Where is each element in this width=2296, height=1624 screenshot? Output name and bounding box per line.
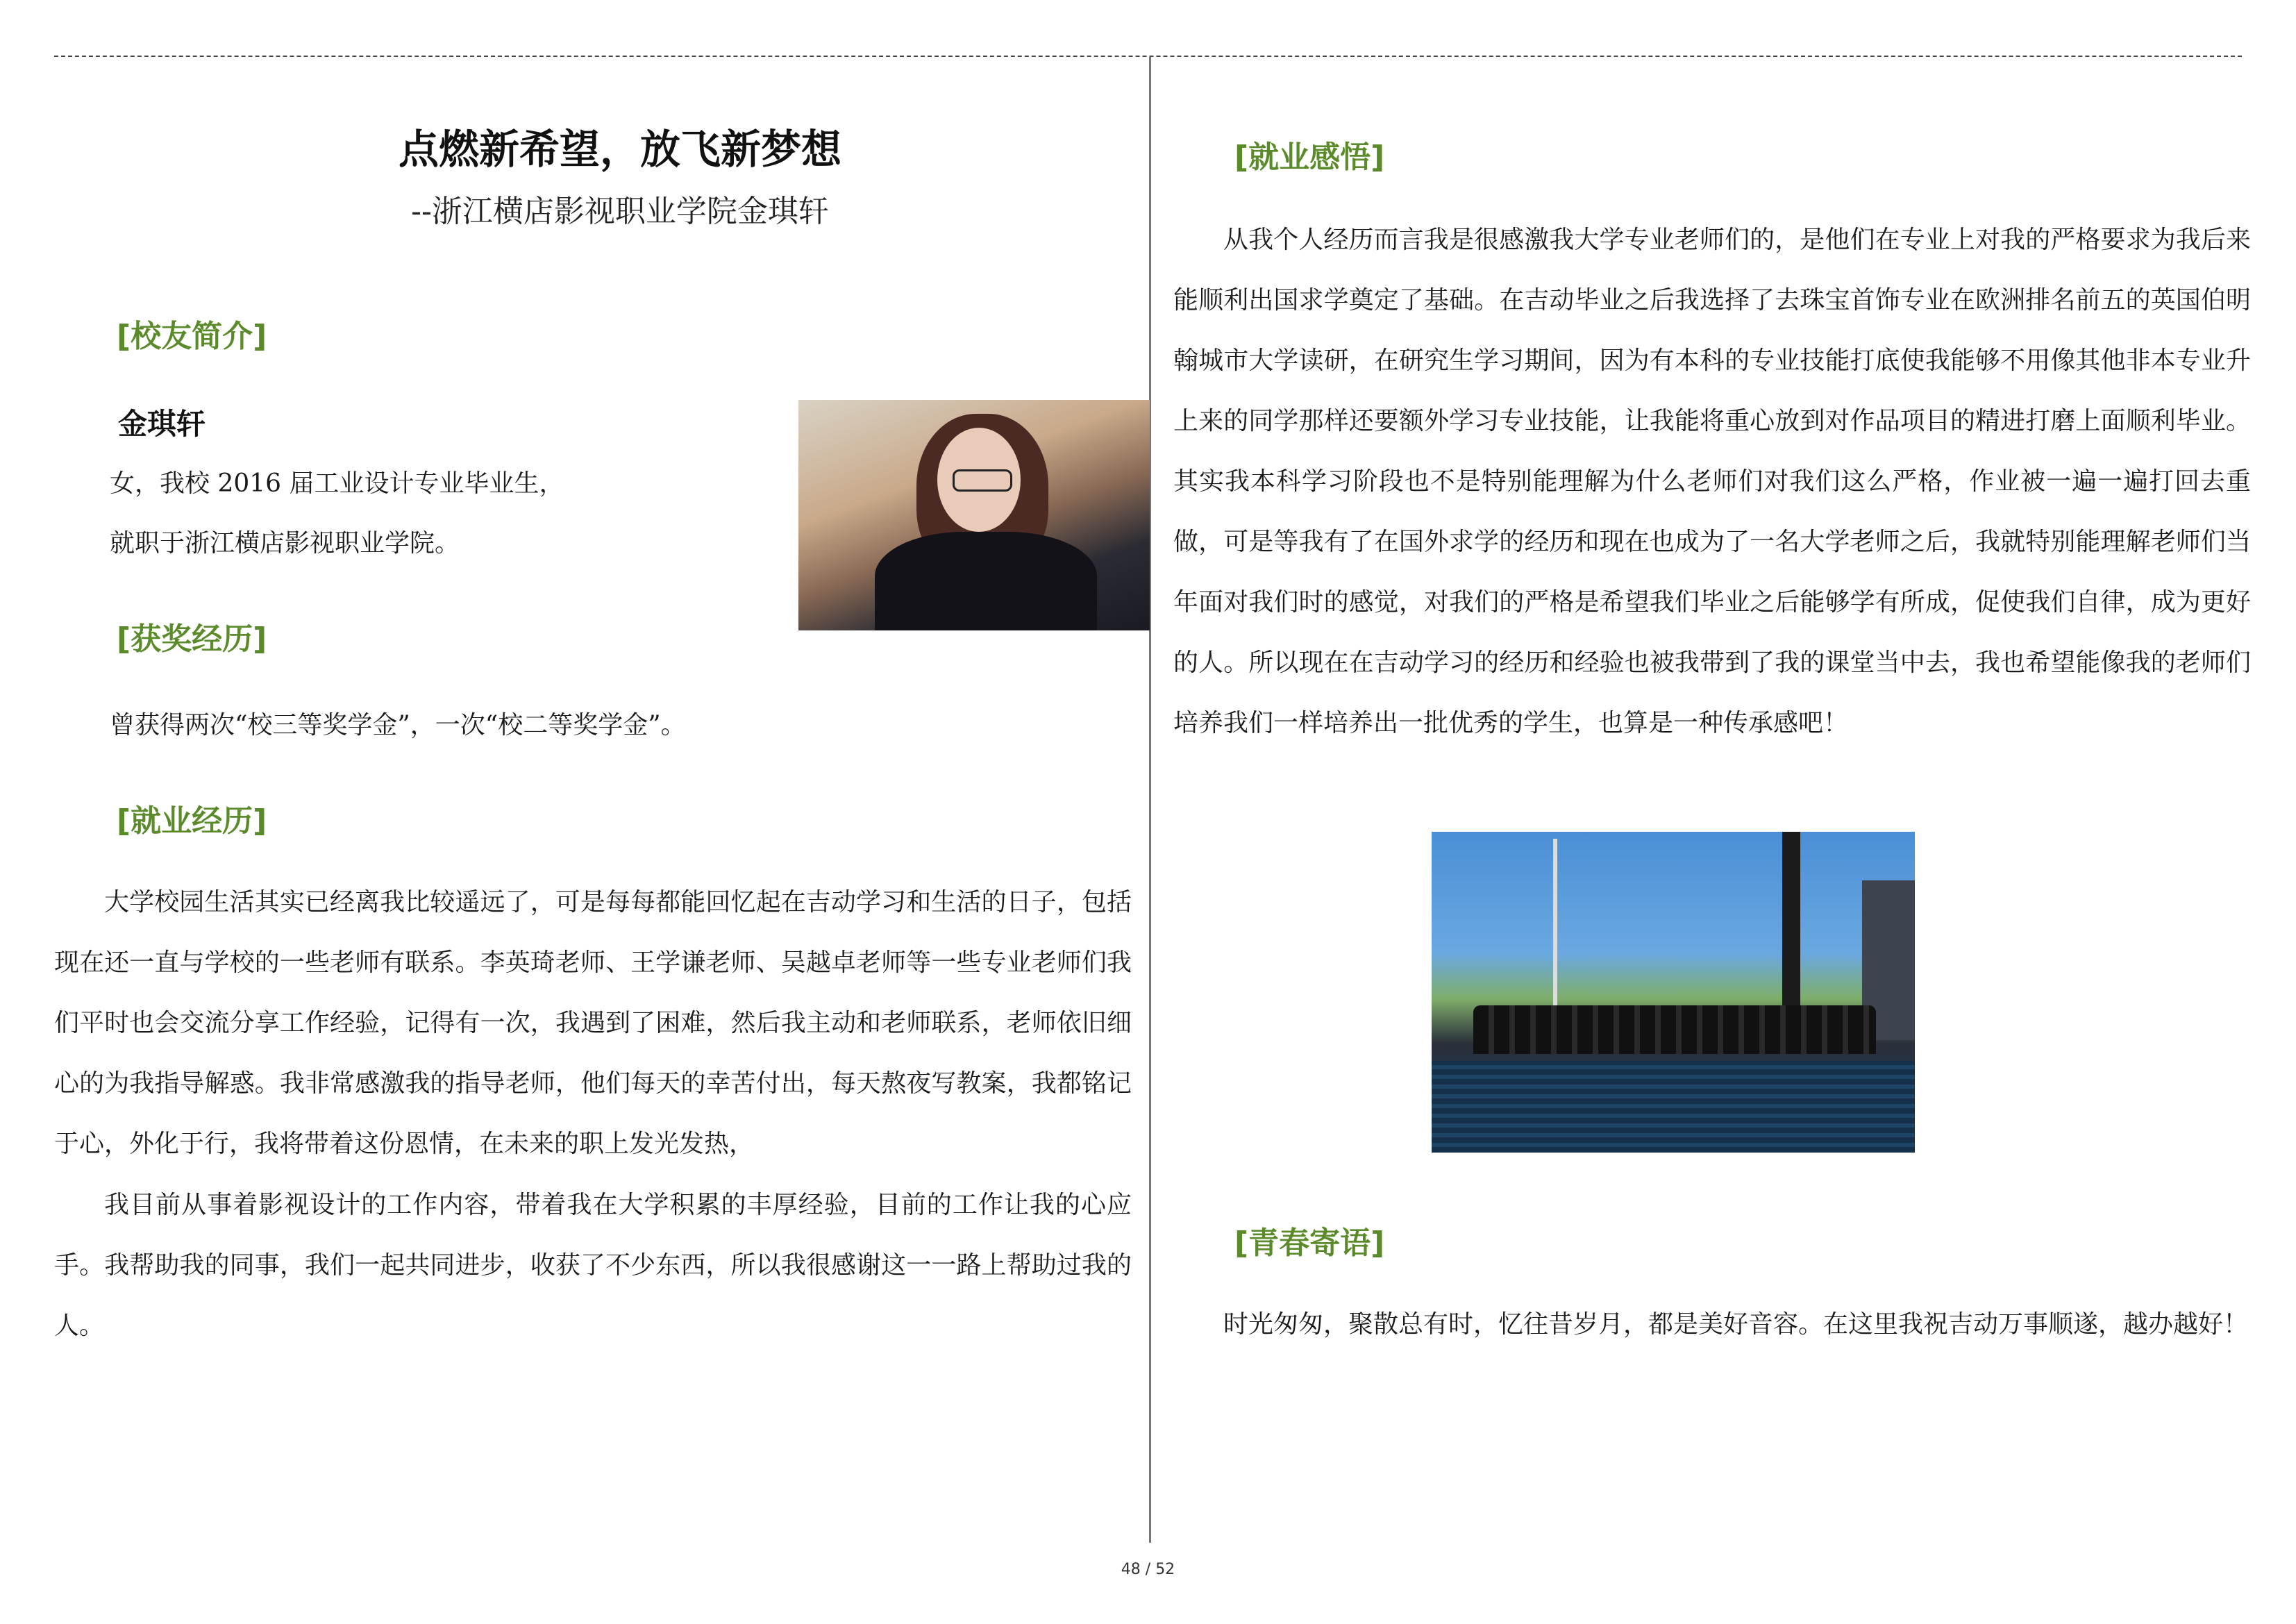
- youth-message-heading: [青春寄语]: [1234, 1225, 1385, 1261]
- insight-paragraph: 从我个人经历而言我是很感激我大学专业老师们的，是他们在专业上对我的严格要求为我后来能顺利出国求学奠定了基础。在吉动毕业之后我选择了去珠宝首饰专业在欧洲排名前五的英国伯明翰城市大学读研，在研究生学习期间，因为有本科的专业技能打底使我能够不用像其他非本专业升上来的同学那样还要额外学习专业技能，让我能将重心放到对作品项目的精进打磨上面顺利毕业。其实我本科学习阶段也不是特别能理解为什么老师们对我们这么严格，作业被一遍一遍打回去重做，可是等我有了在国外求学的经历和现在也成为了一名大学老师之后，我就特别能理解老师们当年面对我们时的感觉，对我们的严格是希望我们毕业之后能够学有所成，促使我们自律，成为更好的人。所以现在在吉动学习的经历和经验也被我带到了我的课堂当中去，我也希望能像我的老师们培养我们一样培养出一批优秀的学生，也算是一种传承感吧！: [1173, 226, 2251, 737]
- career-paragraph: 大学校园生活其实已经离我比较遥远了，可是每每都能回忆起在吉动学习和生活的日子，包括现在还一直与学校的一些老师有联系。李英琦老师、王学谦老师、吴越卓老师等一些专业老师们我们平时也会交流分享工作经验，记得有一次，我遇到了困难，然后我主动和老师联系，老师依旧细心的为我指导解惑。我非常感激我的指导老师，他们每天的幸苦付出，每天熬夜写教案，我都铭记于心，外化于行，我将带着这份恩情，在未来的职上发光发热，: [54, 888, 1132, 1158]
- career-paragraph: 我目前从事着影视设计的工作内容，带着我在大学积累的丰厚经验，目前的工作让我的心应手。我帮助我的同事，我们一起共同进步，收获了不少东西，所以我很感谢这一一路上帮助过我的人。: [54, 1191, 1132, 1340]
- column-divider: [1149, 57, 1151, 1543]
- alumni-intro-heading: [校友简介]: [117, 319, 267, 354]
- awards-heading: [获奖经历]: [117, 621, 267, 657]
- graduation-group-photo: [1432, 832, 1915, 1153]
- page-number: 48 / 52: [1121, 1561, 1175, 1578]
- alumni-name: 金琪轩: [118, 407, 206, 441]
- insight-heading: [就业感悟]: [1234, 140, 1385, 175]
- page-subtitle: --浙江横店影视职业学院金琪轩: [411, 194, 829, 229]
- career-heading: [就业经历]: [117, 803, 267, 839]
- youth-message-paragraph: 时光匆匆，聚散总有时，忆往昔岁月，都是美好音容。在这里我祝吉动万事顺遂，越办越好！: [1223, 1310, 2249, 1339]
- top-dashed-rule: [54, 56, 2242, 57]
- page-title: 点燃新希望，放飞新梦想: [398, 126, 841, 173]
- bio-line: 女，我校 2016 届工业设计专业毕业生，: [110, 469, 564, 498]
- bio-line: 就职于浙江横店影视职业学院。: [110, 529, 460, 558]
- awards-text: 曾获得两次“校三等奖学金”，一次“校二等奖学金”。: [110, 711, 686, 739]
- portrait-photo: [798, 400, 1150, 630]
